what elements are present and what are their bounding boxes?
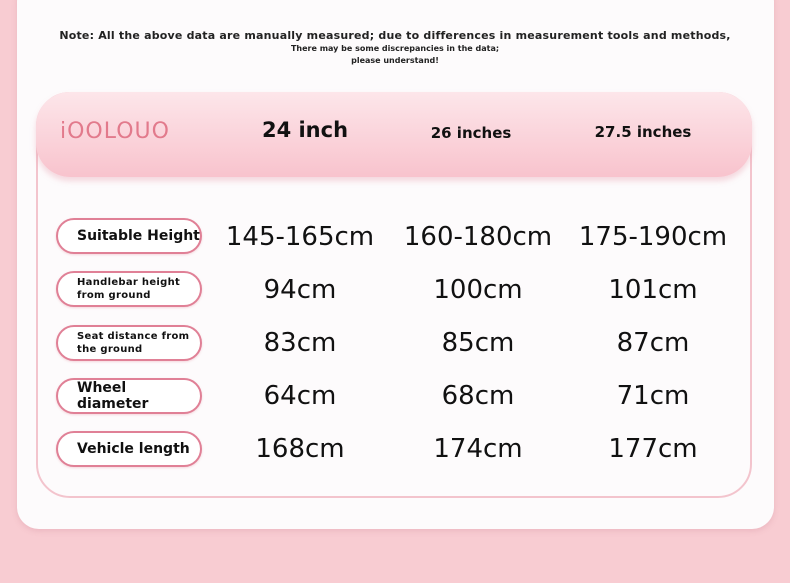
table-cell: 64cm: [263, 381, 337, 411]
row-label-seat-distance: Seat distance from the ground: [56, 325, 202, 361]
table-cell: 160-180cm: [403, 222, 553, 252]
table-cell: 174cm: [433, 434, 523, 464]
table-cell: 87cm: [616, 328, 690, 358]
row-label-vehicle-length: Vehicle length: [56, 431, 202, 467]
table-cell: 175-190cm: [578, 222, 728, 252]
table-cell: 71cm: [616, 381, 690, 411]
brand-logo: iOOLOUO: [60, 119, 170, 144]
note-line-1: Note: All the above data are manually measured; due to differences in measurement tools and methods,: [59, 29, 731, 42]
table-cell: 83cm: [263, 328, 337, 358]
table-cell: 177cm: [608, 434, 698, 464]
row-label-suitable-height: Suitable Height: [56, 218, 202, 254]
table-cell: 100cm: [433, 275, 523, 305]
table-cell: 101cm: [608, 275, 698, 305]
table-cell: 94cm: [263, 275, 337, 305]
column-header-24-inch: 24 inch: [261, 118, 349, 142]
column-header-26-inch: 26 inches: [430, 124, 512, 142]
table-cell: 68cm: [441, 381, 515, 411]
table-cell: 168cm: [255, 434, 345, 464]
column-header-27-5-inch: 27.5 inches: [594, 123, 692, 141]
note-line-2: There may be some discrepancies in the data;: [290, 44, 500, 53]
row-label-handlebar-height: Handlebar height from ground: [56, 271, 202, 307]
note-line-3: please understand!: [351, 56, 439, 65]
table-cell: 85cm: [441, 328, 515, 358]
row-label-wheel-diameter: Wheel diameter: [56, 378, 202, 414]
table-cell: 145-165cm: [225, 222, 375, 252]
